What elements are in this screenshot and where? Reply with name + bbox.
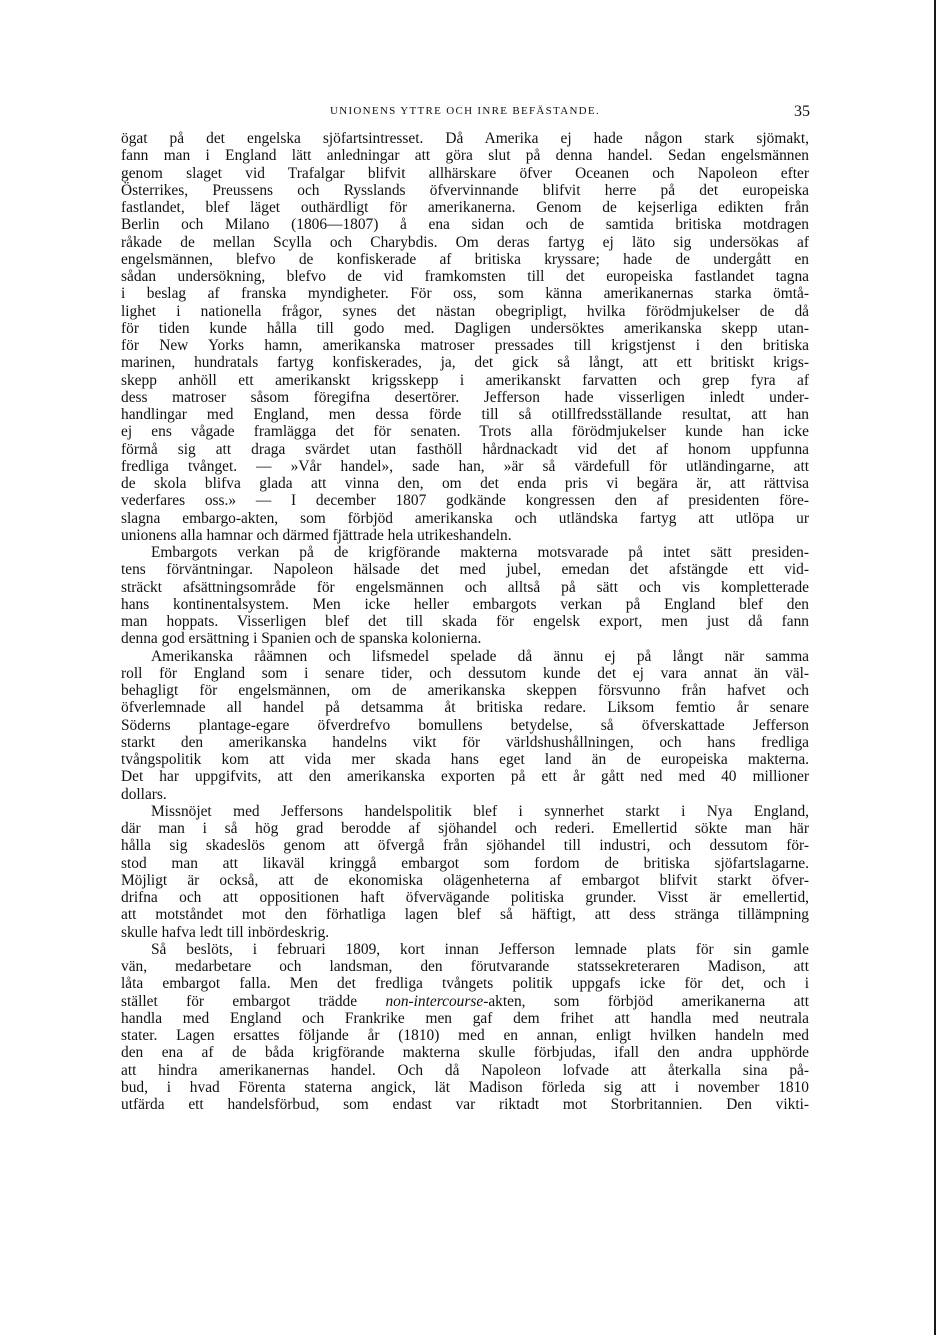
text-line: vederfares oss.» — I december 1807 godkände kongressen den af presidenten före- — [121, 492, 809, 510]
text-line: Det har uppgifvits, att den amerikanska exporten på ett år gått ned med 40 millioner — [121, 768, 809, 786]
body-text — [121, 130, 809, 1113]
text-line: fastlandet, blef läget outhärdligt för amerikanerna. Genom de kejserliga edikten från — [121, 199, 809, 216]
paragraph-first-line: Så beslöts, i februari 1809, kort innan Jefferson lemnade plats för sin gamle — [151, 940, 809, 958]
text-line: ej ens vågade framlägga det för senaten. Trots alla förödmjukelser kunde han icke — [121, 423, 809, 441]
text-line: hans kontinentalsystem. Men icke heller embargots verkan på England blef den — [121, 595, 809, 613]
text-line: Söderns plantage-egare öfverdrefvo bomullens betydelse, så öfverskattade Jefferson — [121, 716, 809, 734]
text-line: låta embargot falla. Men det fredliga tvångets politik uppgafs icke för det, och i — [121, 975, 809, 993]
text-line: förmå sig att draga svärdet utan fasthöll hårdnackadt vid det af honom uppfunna — [121, 440, 809, 458]
running-head — [120, 103, 810, 123]
paragraph-first-line: Missnöjet med Jeffersons handelspolitik blef i synnerhet starkt i Nya England, — [151, 802, 809, 820]
text-line: drifna och att oppositionen haft öfvervägande politiska grunder. Visst är emellertid, — [121, 889, 809, 906]
text-line: sådan undersökning, blefvo de vid framkomsten till det europeiska fastlandet tagna — [121, 268, 809, 285]
paragraph-first-line: Embargots verkan på de krigförande makterna motsvarade på intet sätt presiden- — [151, 544, 809, 561]
text-line: där man i så hög grad berodde af sjöhandel och rederi. Emellertid sökte man här — [121, 820, 809, 837]
text-line: i beslag af franska myndigheter. För oss, som känna amerikanernas starka ömtå- — [121, 285, 809, 303]
text-line: att hindra amerikanernas handel. Och då Napoleon lofvade att återkalla sina på- — [121, 1061, 809, 1079]
text-line: roll för England som i senare tider, och dessutom kunde det ej vara annat än väl- — [121, 664, 809, 682]
text-line: hålla sig skadeslös genom att öfvergå från sjöhandel till industri, och dessutom för- — [121, 837, 809, 855]
text-line: för New Yorks hamn, amerikanska matroser pressades till krigstjenst i den britiska — [121, 337, 809, 354]
paragraph-first-line: Amerikanska råämnen och lifsmedel spelade då ännu ej på långt när samma — [151, 647, 809, 665]
text-line: bud, i hvad Förenta staterna angick, lät Madison förleda sig att i november 1810 — [121, 1078, 809, 1096]
text-line: öfverlemnade all handel på detsamma åt britiska redare. Liksom femtio år senare — [121, 699, 809, 717]
text-line: de skola blifva glada att vinna den, om det enda pris vi begära är, att rättvisa — [121, 475, 809, 492]
italic-term: non-intercourse — [385, 992, 484, 1010]
text-line: skepp anhöll ett amerikanskt krigsskepp i amerikanskt farvatten och grep fyra af — [121, 371, 809, 389]
text-line: stater. Lagen ersattes följande år (1810) med en annan, enligt hvilken handeln med — [121, 1027, 809, 1044]
text-line: slagna embargo-akten, som förbjöd amerikanska och utländska fartyg att utlöpa ur — [121, 509, 809, 527]
text-line: att motståndet mot den förhatliga lagen blef så häftigt, att dess stränga tillämpning — [121, 906, 809, 924]
text-line: lighet i nationella frågor, synes det nästan obegripligt, hvilka förödmjukelser de då — [121, 302, 809, 320]
text-line: starkt den amerikanska handelns vikt för världshushållningen, och hans fredliga — [121, 733, 809, 751]
text-line: sträckt afsättningsområde för engelsmännen och alltså på sätt och vis kompletterade — [121, 578, 809, 596]
text-line: skulle hafva ledt till inbördeskrig. — [121, 923, 330, 941]
text-line: stället för embargot trädde non-intercourse-akten, som förbjöd amerikanerna att — [121, 992, 809, 1010]
text-line: engelsmännen, blefvo de konfiskerade af britiska kryssare; hade de undergått en — [121, 250, 809, 268]
text-line: Möjligt är också, att de ekonomiska olägenheterna af embargot blifvit starkt öfver- — [121, 871, 809, 889]
text-line: tens förväntningar. Napoleon hälsade det med jubel, emedan det afstängde ett vid- — [121, 561, 809, 579]
text-line: ögat på det engelska sjöfartsintresset. Då Amerika ej hade någon stark sjömakt, — [121, 130, 809, 147]
text-line: marinen, hundratals fartyg konfiskerades, ja, det gick så långt, att ett britiskt krigs- — [121, 354, 809, 372]
running-title: UNIONENS YTTRE OCH INRE BEFÄSTANDE. — [329, 105, 600, 117]
text-line: dess matroser såsom föregifna desertörer. Jefferson hade visserligen inledt under- — [121, 388, 809, 406]
text-line: råkade de mellan Scylla och Charybdis. Om deras fartyg ej läto sig undersökas af — [121, 233, 809, 251]
text-line: handla med England och Frankrike men gaf dem frihet att handla med neutrala — [121, 1009, 809, 1027]
text-line: Österrikes, Preussens och Rysslands öfvervinnande blifvit herre på det europeiska — [121, 181, 809, 199]
text-line: vän, medarbetare och landsman, den förutvarande statssekreteraren Madison, att — [121, 958, 809, 975]
text-line: för tiden kunde hålla till godo med. Dagligen undersöktes amerikanska skepp utan- — [121, 319, 809, 337]
text-line: fredliga tvånget. — »Vår handel», sade han, »är så värdefull för utländingarne, att — [121, 457, 809, 475]
text-line: stod man att likaväl kringgå embargot som fordom de britiska sjöfartslagarne. — [121, 854, 809, 872]
text-line: den ena af de båda krigförande makterna skulle förbjudas, ifall den andra upphörde — [121, 1044, 809, 1062]
text-line: genom slaget vid Trafalgar blifvit allhärskare öfver Oceanen och Napoleon efter — [121, 164, 809, 182]
text-line: Berlin och Milano (1806—1807) å ena sidan och de samtida britiska motdragen — [121, 216, 809, 234]
page-number: 35 — [794, 103, 810, 120]
text-line: tvångspolitik kom att vida mer skada hans eget land än de europeiska makterna. — [121, 751, 809, 768]
text-line: dollars. — [121, 785, 167, 803]
text-line: denna god ersättning i Spanien och de spanska kolonierna. — [121, 630, 482, 648]
text-line: unionens alla hamnar och därmed fjättrade hela utrikeshandeln. — [121, 526, 512, 544]
text-line: man hoppats. Visserligen blef det till skada för engelsk export, men just då fann — [121, 613, 809, 630]
text-line: fann man i England lätt anledningar att göra slut på denna handel. Sedan engelsmännen — [121, 147, 809, 165]
text-line: behagligt för engelsmännen, om de amerikanska skeppen försvunno från hafvet och — [121, 682, 809, 699]
text-line: utfärda ett handelsförbud, som endast var riktadt mot Storbritannien. Den vikti- — [121, 1096, 809, 1113]
text-line: handlingar med England, men dessa förde till så otillfredsställande resultat, att han — [121, 406, 809, 423]
